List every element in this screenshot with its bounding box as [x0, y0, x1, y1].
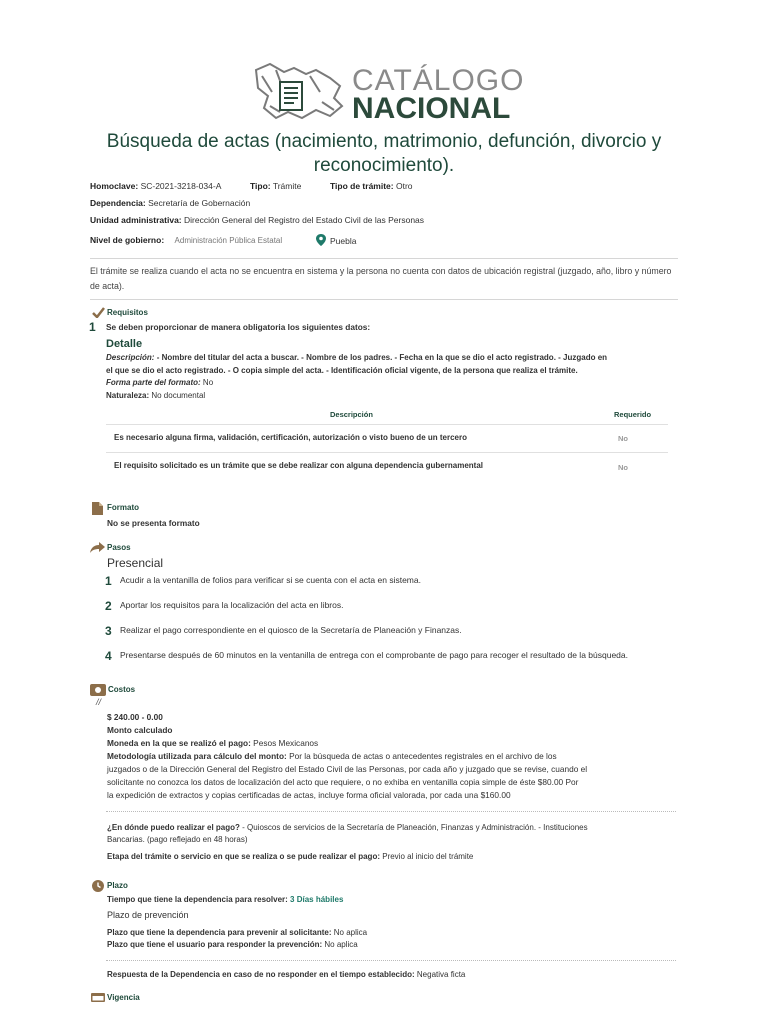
prevenir-label: Plazo que tiene la dependencia para prevenir al solicitante: [107, 928, 332, 937]
metodologia-line-1: Por la búsqueda de actas o antecedentes registrales en el archivo de los [289, 751, 557, 761]
formato-text: No se presenta formato [107, 518, 200, 528]
unidad-value: Dirección General del Registro del Estado Civil de las Personas [184, 215, 425, 225]
dependencia-row [90, 197, 250, 209]
detalle-title: Detalle [106, 338, 143, 350]
requisitos-title: Requisitos [107, 308, 148, 317]
metodologia-line-4: la expedición de extractos y copias certificadas de actas, incluye forma oficial valorada, por cada una $160.00 [107, 790, 511, 800]
pasos-title: Pasos [107, 543, 131, 552]
table-row-2-desc: El requisito solicitado es un trámite que se debe realizar con alguna dependencia gubernamental [114, 461, 483, 470]
responder-label: Plazo que tiene el usuario para responder la prevención: [107, 939, 323, 949]
forma-value: No [202, 378, 214, 387]
logo-line-1: CATÁLOGO [352, 64, 525, 97]
dotted-divider [106, 811, 676, 812]
pasos-mode: Presencial [107, 556, 164, 570]
plazo-title: Plazo [107, 881, 128, 890]
unidad-label: Unidad administrativa: [90, 215, 182, 225]
clock-icon [92, 880, 104, 892]
divider [90, 299, 678, 300]
step-number: 4 [105, 649, 112, 663]
costos-monto: Monto calculado [107, 725, 173, 735]
tipo-label: Tipo: [250, 181, 271, 191]
moneda-label: Moneda en la que se realizó el pago: [107, 738, 251, 748]
check-icon [92, 307, 105, 318]
prevencion-details [107, 927, 367, 950]
metodologia-line-2: juzgados o de la Dirección General del Registro del Estado Civil de las Personas, por cada año y juzgado que se revise, cuando el [107, 764, 588, 774]
naturaleza-label: Naturaleza: [106, 390, 150, 400]
homoclave-row [90, 180, 221, 192]
nivel-row [90, 234, 282, 247]
metodologia-label: Metodología utilizada para cálculo del monto: [107, 751, 287, 761]
descripcion-line-2: el que se dio el acto registrado. - O copia simple del acta. - Identificación oficial vigente, de la persona que realiza el trámite. [106, 365, 578, 375]
step-text: Acudir a la ventanilla de folios para verificar si se cuenta con el acta en sistema. [120, 575, 421, 585]
calendar-icon [91, 992, 105, 1002]
resolver-value: 3 Días hábiles [290, 895, 344, 904]
forma-label: Forma parte del formato: [106, 378, 201, 387]
requisito-heading: Se deben proporcionar de manera obligatoria los siguientes datos: [106, 322, 371, 332]
formato-title: Formato [107, 503, 139, 512]
respuesta-value: Negativa ficta [416, 970, 466, 979]
costos-slashes: // [96, 697, 102, 707]
tipo-value: Trámite [272, 181, 302, 191]
step-text: Presentarse después de 60 minutos en la ventanilla de entrega con el comprobante de pago para recoger el resultado de la búsqueda. [120, 650, 628, 660]
descripcion-label: Descripción: [106, 353, 155, 362]
step-number: 2 [105, 599, 112, 613]
location-pin-icon [316, 234, 326, 246]
estado-value: Puebla [330, 236, 357, 246]
catalogo-logo-mark-icon [250, 62, 350, 124]
dependencia-label: Dependencia: [90, 198, 146, 208]
money-icon [90, 684, 106, 696]
tipo-tramite-value: Otro [395, 181, 413, 191]
etapa-value: Previo al inicio del trámite [382, 852, 474, 861]
vigencia-title: Vigencia [107, 993, 140, 1002]
table-row-2-req: No [618, 463, 628, 472]
donde-label: ¿En dónde puedo realizar el pago? [107, 823, 240, 832]
homoclave-label: Homoclave: [90, 181, 139, 191]
donde-pagar [107, 822, 677, 845]
divider [90, 258, 678, 259]
dependencia-value: Secretaría de Gobernación [148, 198, 251, 208]
respuesta-label: Respuesta de la Dependencia en caso de no responder en el tiempo establecido: [107, 970, 415, 979]
table-header-descripcion: Descripción [330, 410, 373, 419]
table-divider [106, 424, 668, 425]
step-number: 3 [105, 624, 112, 638]
detalle-description [106, 352, 676, 402]
table-header-requerido: Requerido [614, 410, 652, 419]
moneda-value: Pesos Mexicanos [253, 738, 319, 748]
table-divider [106, 452, 668, 453]
logo-line-2: NACIONAL [352, 92, 511, 125]
unidad-row [90, 214, 424, 226]
etapa-label: Etapa del trámite o servicio en que se realiza o se pude realizar el pago: [107, 852, 380, 861]
homoclave-value: SC-2021-3218-034-A [140, 181, 222, 191]
tramite-description: El trámite se realiza cuando el acta no se encuentra en sistema y la persona no cuenta con datos de ubicación registral (juzgado, año, libro y número de acta). [90, 266, 672, 291]
costos-amount: $ 240.00 - 0.00 [107, 712, 163, 722]
tipo-tramite-row [330, 180, 413, 192]
resolver-label: Tiempo que tiene la dependencia para resolver: [107, 895, 288, 904]
step-text: Aportar los requisitos para la localización del acta en libros. [120, 600, 344, 610]
arrow-forward-icon [90, 542, 105, 553]
responder-value: No aplica [324, 939, 358, 949]
donde-line-2: Bancarias. (pago reflejado en 48 horas) [107, 834, 248, 844]
table-row-1-req: No [618, 434, 628, 443]
step-number: 1 [105, 574, 112, 588]
nivel-label: Nivel de gobierno: [90, 235, 165, 245]
descripcion-line-1: - Nombre del titular del acta a buscar. - Nombre de los padres. - Fecha en la que se dio el acto registrado. - Juzgado en [154, 353, 608, 362]
nivel-value: Administración Pública Estatal [174, 236, 283, 245]
dotted-divider [106, 960, 676, 961]
prevenir-value: No aplica [333, 928, 368, 937]
donde-line-1: - Quioscos de servicios de la Secretaría de Planeación, Finanzas y Administración. - Instituciones [239, 823, 588, 832]
respuesta-row [107, 969, 465, 981]
tipo-row [250, 180, 301, 192]
catalogo-logo [250, 62, 525, 125]
table-row-1-desc: Es necesario alguna firma, validación, certificación, autorización o visto bueno de un tercero [114, 433, 467, 442]
etapa-row [107, 851, 473, 863]
costos-details [107, 711, 677, 802]
document-icon [92, 502, 103, 515]
step-text: Realizar el pago correspondiente en el quiosco de la Secretaría de Planeación y Finanzas. [120, 625, 462, 635]
page-title: Búsqueda de actas (nacimiento, matrimonio, defunción, divorcio y reconocimiento). [106, 131, 662, 176]
resolver-row [107, 894, 343, 906]
tipo-tramite-label: Tipo de trámite: [330, 181, 394, 191]
costos-title: Costos [108, 685, 136, 694]
metodologia-line-3: solicitante no conozca los datos de localización del acto que requiere, o no exhiba en ventanilla copia simple de éste $80.00 Por [107, 777, 579, 787]
requisito-number: 1 [89, 320, 96, 334]
prevencion-title: Plazo de prevención [107, 910, 189, 920]
naturaleza-value: No documental [151, 390, 206, 400]
